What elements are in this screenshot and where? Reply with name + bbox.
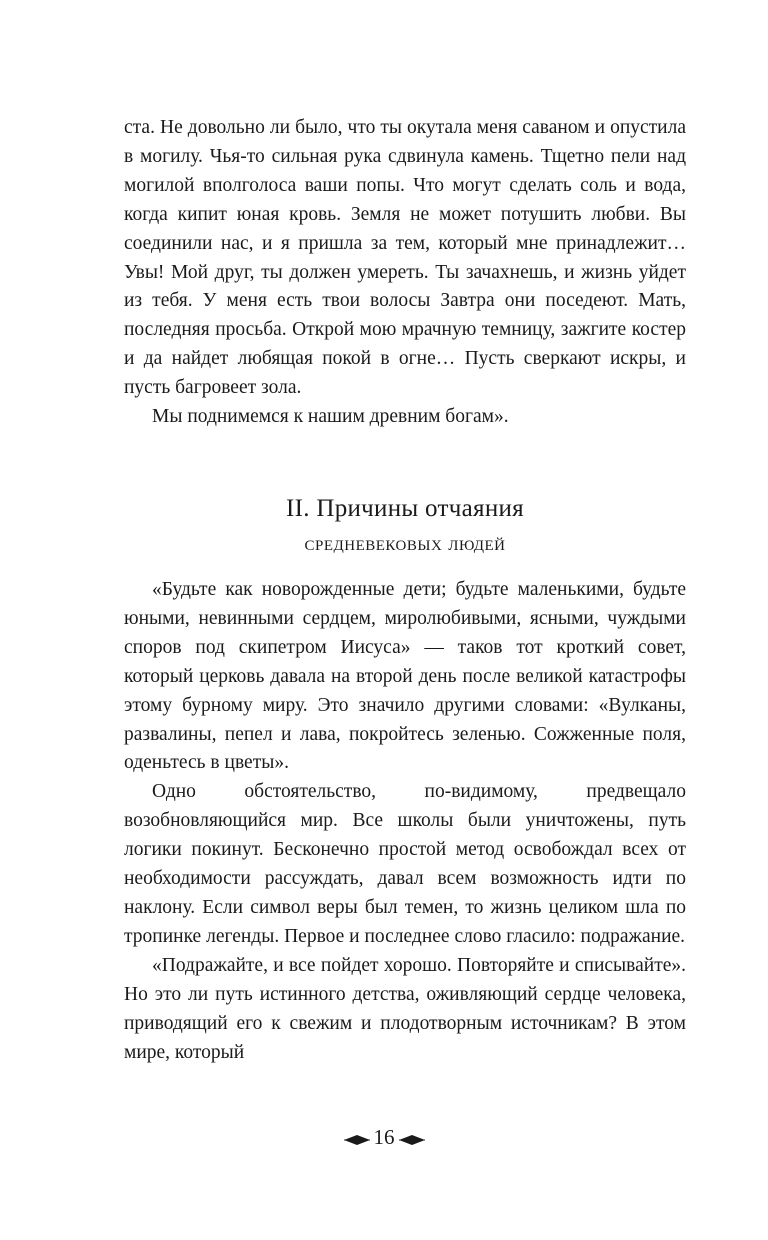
- paragraph: Мы поднимемся к нашим древним богам».: [152, 406, 509, 428]
- section-heading: [124, 492, 686, 560]
- paragraph: ста. Не довольно ли было, что ты окутала меня саваном и опустила в могилу. Чья-то сильная рука сдвинула камень. Тщетно пели над могилой вполголоса ваши попы. Что могут сделать соль и вода, когда кипит юная кровь. Земля не может потушить любви. Вы соединили нас, и я пришла за тем, который мне принадлежит… Увы! Мой друг, ты должен умереть. Ты зачахнешь, и жизнь уйдет из тебя. У меня есть твои волосы Завтра они поседеют. Мать, последняя просьба. Открой мою мрачную темницу, зажгите костер и да найдет любящая покой в огне… Пусть сверкают искры, и пусть багровеет зола.: [124, 117, 686, 399]
- paragraph: «Подражайте, и все пойдет хорошо. Повторяйте и списывайте». Но это ли путь истинного детства, оживляющий сердце человека, приводящий его к свежим и плодотворным источникам? В этом мире, который: [124, 954, 686, 1063]
- paragraph: «Будьте как новорожденные дети; будьте маленькими, будьте юными, невинными сердцем, миролюбивыми, ясными, чуждыми споров под скипетром Иисуса» — таков тот кроткий совет, который церковь давала на второй день после великой катастрофы этому бурному миру. Это значило другими словами: «Вулканы, развалины, пепел и лава, покройтесь зеленью. Сожженные поля, оденьтесь в цветы».: [124, 579, 686, 774]
- page-number: 16: [373, 1125, 395, 1149]
- diamond-ornament-icon: [344, 1124, 370, 1154]
- diamond-ornament-icon: [399, 1124, 425, 1154]
- page-folio: [0, 1122, 768, 1154]
- body-text-block: [124, 576, 686, 1067]
- heading-line-1: II. Причины отчаяния: [286, 495, 524, 522]
- top-text-block: [124, 114, 686, 432]
- paragraph: Одно обстоятельство, по-видимому, предвещало возобновляющийся мир. Все школы были уничтожены, путь логики покинут. Бесконечно простой метод освобождал всех от необходимости рассуждать, давал всем возможность идти по наклону. Если символ веры был темен, то жизнь целиком шла по тропинке легенды. Первое и последнее слово гласило: подражание.: [124, 781, 686, 947]
- heading-line-2: средневековых людей: [304, 530, 506, 555]
